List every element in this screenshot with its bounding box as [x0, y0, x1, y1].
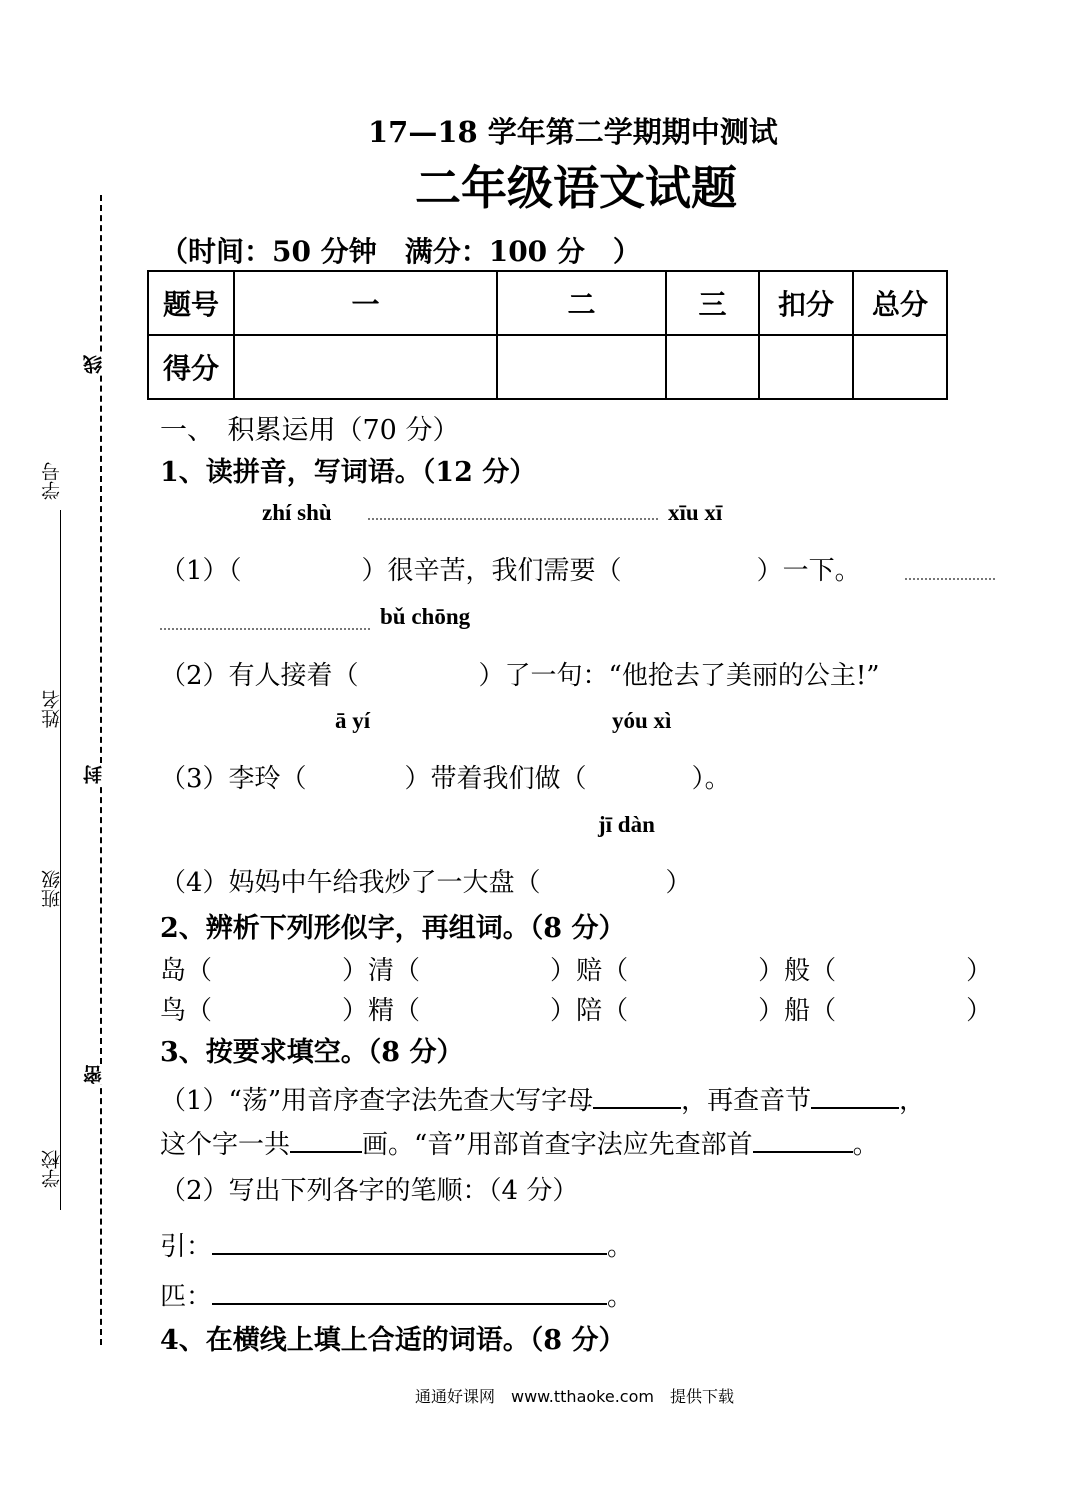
text: （4）妈妈中午给我炒了一大盘（: [160, 868, 541, 898]
char: 赔: [576, 956, 603, 986]
stroke-order-row: [160, 1226, 633, 1263]
char: 陪: [576, 996, 603, 1026]
text: ）带着我们做（: [404, 764, 587, 794]
char: 鸟: [160, 996, 187, 1026]
pinyin: ā yí: [335, 708, 371, 733]
table-cell: 扣分: [759, 271, 853, 335]
score-field[interactable]: [853, 335, 947, 399]
answer-blank[interactable]: （ ）: [186, 996, 369, 1026]
answer-blank[interactable]: （ ）: [186, 956, 369, 986]
table-cell: 题号: [148, 271, 234, 335]
char: 船: [784, 996, 811, 1026]
text: ，再查音节: [681, 1086, 812, 1116]
q1-item-1: [160, 550, 861, 587]
text: 画。“音”用部首查字法应先查部首: [362, 1130, 753, 1160]
answer-blank[interactable]: （ ）: [394, 996, 577, 1026]
section-heading: 一、 积累运用（70 分）: [160, 415, 460, 446]
school-label: 学校: [41, 1150, 63, 1188]
q1-item-2: [160, 655, 880, 692]
answer-blank[interactable]: （ ）: [810, 956, 993, 986]
char: 精: [368, 996, 395, 1026]
q1-item-4: [160, 862, 692, 899]
answer-line[interactable]: [811, 1081, 899, 1109]
q3-sub-2: （2）写出下列各字的笔顺：（4 分）: [160, 1176, 579, 1206]
answer-blank[interactable]: （ ）: [810, 996, 993, 1026]
text: （2）有人接着（: [160, 661, 359, 691]
char: 般: [784, 956, 811, 986]
answer-blank[interactable]: （ ）: [394, 956, 577, 986]
q3-item-1-cont: [160, 1124, 879, 1161]
table-cell: 一: [234, 271, 497, 335]
table-row: [148, 335, 947, 399]
pinyin: bǔ chōng: [380, 604, 471, 629]
char: 清: [368, 956, 395, 986]
score-field[interactable]: [666, 335, 759, 399]
table-cell: 二: [497, 271, 666, 335]
text: （1）（: [160, 556, 242, 586]
dotted-rule: [160, 618, 370, 637]
dotted-rule: [905, 568, 995, 587]
q2-row-1: [160, 950, 992, 987]
question-title: 3、按要求填空。（8 分）: [160, 1037, 464, 1068]
table-cell: 三: [666, 271, 759, 335]
stroke-order-row: [160, 1276, 633, 1313]
pinyin: jī dàn: [598, 812, 655, 837]
text: 。: [607, 1282, 634, 1312]
question-title: 2、辨析下列形似字，再组词。（8 分）: [160, 913, 626, 944]
text: （3）李玲（: [160, 764, 307, 794]
text: ）: [665, 868, 692, 898]
table-cell: 总分: [853, 271, 947, 335]
pinyin: zhí shù: [262, 500, 332, 525]
exam-title: 二年级语文试题: [415, 161, 737, 215]
text: ）了一句：“他抢去了美丽的公主!”: [478, 661, 880, 691]
student-id-label: 学号: [41, 462, 63, 500]
class-label: 班级: [41, 870, 63, 908]
text: （1）“荡”用音序查字法先查大写字母: [160, 1086, 594, 1116]
name-label: 姓名: [41, 690, 63, 728]
text: ）。: [691, 764, 731, 794]
text: ）很辛苦，我们需要（: [361, 556, 622, 586]
score-table: [147, 270, 948, 400]
char-label: 引：: [160, 1232, 213, 1262]
exam-term: 17—18 学年第二学期期中测试: [368, 115, 778, 149]
answer-line[interactable]: [753, 1125, 853, 1153]
answer-line[interactable]: [212, 1227, 607, 1255]
q1-item-3: [160, 758, 731, 795]
text: ）一下。: [756, 556, 861, 586]
answer-line[interactable]: [593, 1081, 681, 1109]
margin-line: [60, 510, 61, 1210]
text: 。: [607, 1232, 634, 1262]
score-field[interactable]: [234, 335, 497, 399]
q3-item-1: [160, 1080, 925, 1117]
cut-mark-secret: 密: [80, 1065, 107, 1084]
answer-blank[interactable]: （ ）: [602, 996, 785, 1026]
cut-mark-seal: 封: [80, 765, 107, 784]
char-label: 匹：: [160, 1282, 213, 1312]
question-title: 1、读拼音，写词语。（12 分）: [160, 457, 537, 488]
text: ，: [899, 1086, 926, 1116]
dotted-rule: [368, 508, 658, 527]
answer-line[interactable]: [290, 1125, 362, 1153]
score-field[interactable]: [497, 335, 666, 399]
table-row: [148, 271, 947, 335]
pinyin: yóu xì: [612, 708, 672, 733]
cut-mark-line: 线: [80, 355, 107, 374]
table-cell: 得分: [148, 335, 234, 399]
pinyin: xīu xī: [668, 500, 723, 525]
score-field[interactable]: [759, 335, 853, 399]
q2-row-2: [160, 990, 992, 1027]
answer-blank[interactable]: （ ）: [602, 956, 785, 986]
footer: 通通好课网 www.tthaoke.com 提供下载: [415, 1387, 734, 1406]
question-title: 4、在横线上填上合适的词语。（8 分）: [160, 1325, 626, 1356]
answer-line[interactable]: [212, 1277, 607, 1305]
text: 这个字一共: [160, 1130, 291, 1160]
text: 。: [852, 1130, 879, 1160]
time-info: （时间：50 分钟 满分：100 分 ）: [160, 235, 641, 268]
char: 岛: [160, 956, 187, 986]
